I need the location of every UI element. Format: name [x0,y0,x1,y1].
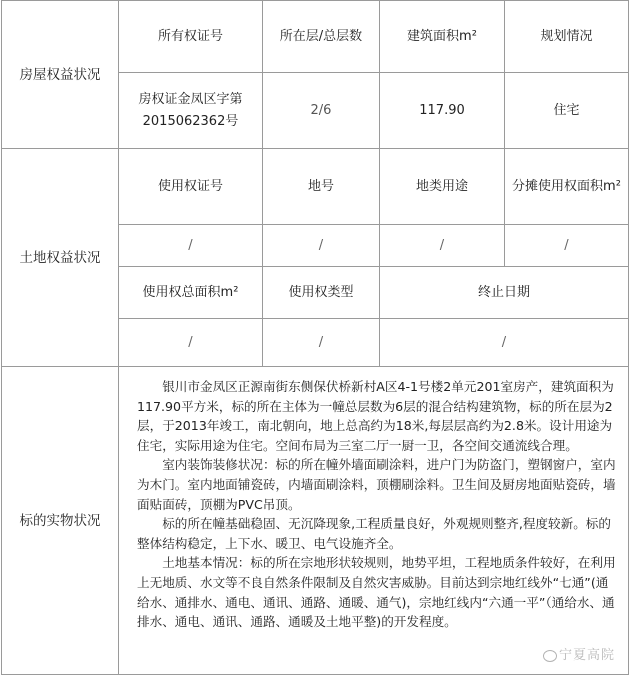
physical-description [119,367,629,675]
value-shared-area: / [505,225,629,267]
header-ownership-cert: 所有权证号 [119,1,263,73]
physical-row [2,367,629,675]
header-total-area: 使用权总面积m² [119,267,263,319]
header-floor: 所在层/总层数 [263,1,380,73]
physical-section-label: 标的实物状况 [2,367,119,675]
header-shared-area: 分摊使用权面积m² [505,149,629,225]
watermark-text: 宁夏高院 [558,648,615,663]
house-section-label: 房屋权益状况 [2,1,119,149]
value-building-area: 117.90 [380,73,505,149]
land-header-row-1 [2,149,629,225]
description-paragraph-decoration: 室内装饰装修状况：标的所在幢外墙面刷涂料，进户门为防盗门，塑钢窗户，室内为木门。室内地面铺瓷砖，内墙面刷涂料，顶棚刷涂料。卫生间及厨房地面贴瓷砖，墙面贴面砖，顶棚为PVC吊顶。 [137,457,616,512]
header-end-date: 终止日期 [380,267,629,319]
description-paragraph-location: 银川市金凤区正源南街东侧保伏桥新村A区4-1号楼2单元201室房产，建筑面积为117.90平方米，标的所在主体为一幢总层数为6层的混合结构建筑物，标的所在层为2层，于2013年竣工，南北朝向，地上总高约为18米,每层层高约为2.8米。设计用途为住宅，实际用途为住宅。空间布局为三室二厅一厨一卫，各空间交通流线合理。 [137,379,614,453]
value-end-date: / [380,319,629,367]
value-land-use-cert: / [119,225,263,267]
property-info-table [1,0,629,675]
header-planning: 规划情况 [505,1,629,73]
land-section-label: 土地权益状况 [2,149,119,367]
value-planning: 住宅 [505,73,629,149]
header-building-area: 建筑面积m² [380,1,505,73]
header-lot-number: 地号 [263,149,380,225]
value-ownership-cert: 房权证金凤区字第2015062362号 [119,73,263,149]
value-lot-number: / [263,225,380,267]
value-land-use: / [380,225,505,267]
header-land-use-cert: 使用权证号 [119,149,263,225]
value-total-area: / [119,319,263,367]
description-paragraph-structure: 标的所在幢基础稳固、无沉降现象,工程质量良好，外观规则整齐,程度较新。标的整体结构稳定，上下水、暖卫、电气设施齐全。 [137,516,611,551]
house-header-row [2,1,629,73]
description-paragraph-land: 土地基本情况：标的所在宗地形状较规则，地势平坦，工程地质条件较好，在利用上无地质、水文等不良自然条件限制及自然灾害威胁。目前达到宗地红线外“七通”(通给水、通排水、通电、通讯、通路、通暖、通气)，宗地红线内“六通一平”（通给水、通排水、通电、通讯、通路、通暖及土地平整)的开发程度。 [137,555,616,630]
header-land-use: 地类用途 [380,149,505,225]
value-use-type: / [263,319,380,367]
value-floor: 2/6 [263,73,380,149]
watermark [543,644,615,663]
header-use-type: 使用权类型 [263,267,380,319]
wechat-icon [543,650,557,662]
